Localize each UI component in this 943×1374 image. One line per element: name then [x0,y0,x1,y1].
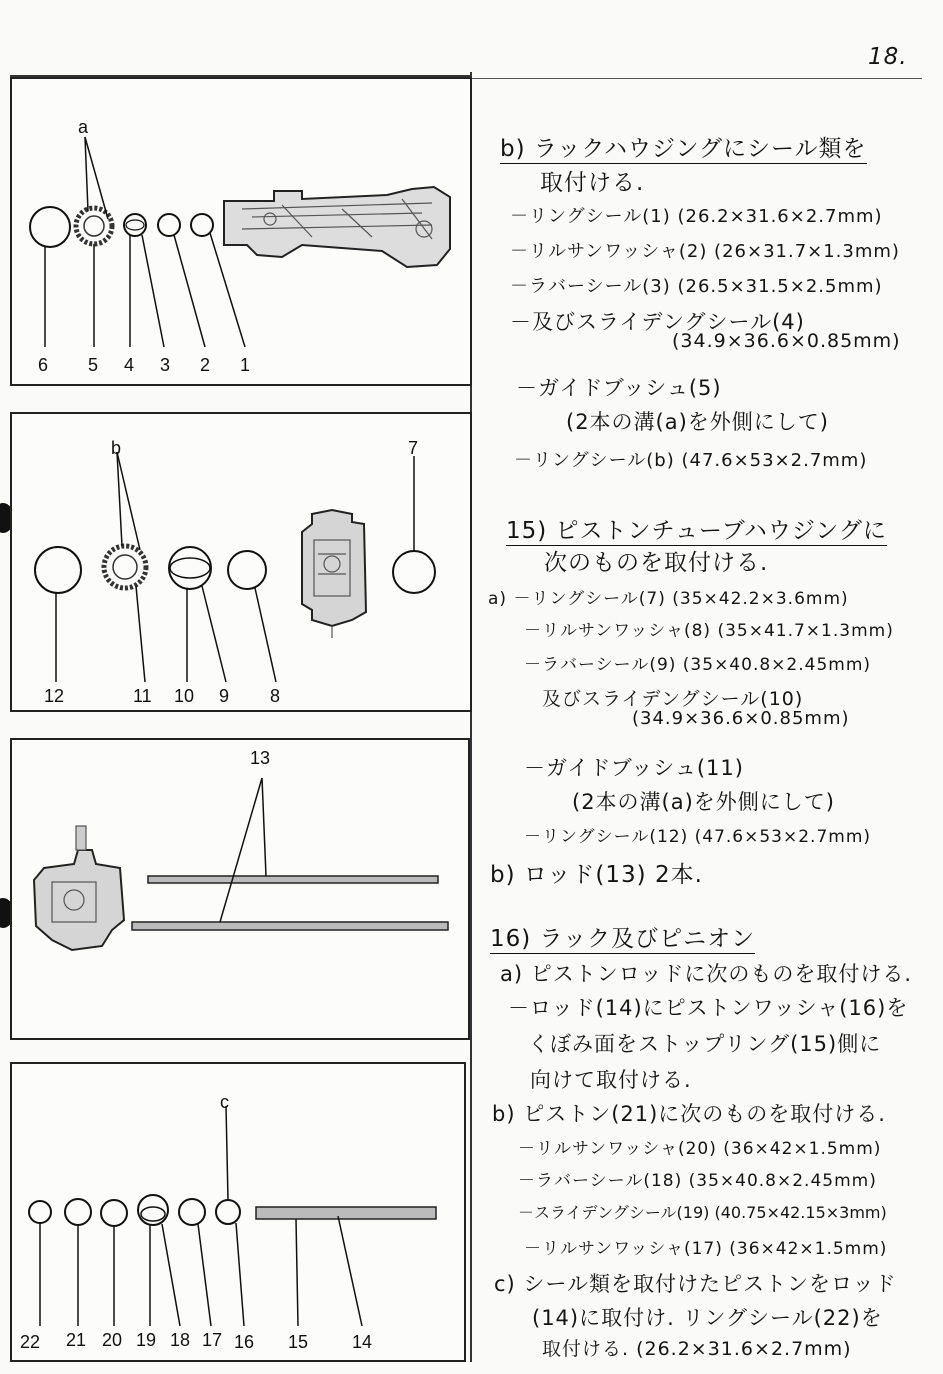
part-label: 4 [124,355,135,375]
callout-c: c [220,1092,229,1112]
step-15-heading: 15) ピストンチューブハウジングに [506,512,887,546]
part-label: 6 [38,355,49,375]
text-line: (2本の溝(a)を外側にして) [566,410,830,434]
text-line: 及びスライデングシール(10) [542,688,804,710]
text-line: 取付ける. [540,170,645,196]
text-line: －及びスライデングシール(4) [510,310,805,334]
text-line: b) ロッド(13) 2本. [490,862,703,888]
step-16-heading: 16) ラック及びピニオン [490,920,755,954]
text-line: (2本の溝(a)を外側にして) [572,790,836,814]
text-line: －リングシール(1) (26.2×31.6×2.7mm) [510,206,883,227]
figure-1-panel [10,77,472,386]
text-line: －リルサンワッシャ(2) (26×31.7×1.3mm) [510,241,900,262]
text-line: －ロッド(14)にピストンワッシャ(16)を [508,996,909,1020]
text-line: －リルサンワッシャ(17) (36×42×1.5mm) [524,1239,888,1259]
part-label: 12 [44,686,65,706]
part-label: 3 [160,355,171,375]
callout-7: 7 [408,438,419,458]
figure-3-drawing [12,740,468,1038]
part-label: 16 [234,1332,255,1352]
text-line: －ガイドブッシュ(5) [516,376,722,400]
text-line: －リングシール(12) (47.6×53×2.7mm) [524,827,872,847]
part-label: 18 [170,1330,191,1350]
part-label: 17 [202,1330,223,1350]
figure-2-panel [10,412,472,712]
text-line: －リルサンワッシャ(20) (36×42×1.5mm) [518,1139,882,1159]
text-line: －リングシール(b) (47.6×53×2.7mm) [514,450,868,471]
part-label: 22 [20,1332,41,1352]
figure-4-panel [10,1062,466,1362]
step-b-heading: b) ラックハウジングにシール類を [500,130,867,164]
text-line: (14)に取付け. リングシール(22)を [532,1306,883,1330]
text-line: b) ピストン(21)に次のものを取付ける. [492,1102,886,1126]
callout-a: a [78,117,89,137]
part-label: 5 [88,355,99,375]
part-label: 20 [102,1330,123,1350]
text-line: (34.9×36.6×0.85mm) [632,708,850,729]
part-label: 8 [270,686,281,706]
figure-2-drawing [12,414,470,710]
part-label: 14 [352,1332,373,1352]
text-line: 向けて取付ける. [530,1068,692,1092]
figure-4-drawing [12,1064,464,1360]
text-line: 取付ける. (26.2×31.6×2.7mm) [542,1338,852,1360]
figure-3-panel [10,738,470,1040]
callout-13: 13 [250,748,271,768]
text-line: c) シール類を取付けたピストンをロッド [494,1272,897,1296]
part-label: 21 [66,1330,87,1350]
text-line: －リルサンワッシャ(8) (35×41.7×1.3mm) [524,621,894,641]
part-label: 2 [200,355,211,375]
text-line: －ラバーシール(18) (35×40.8×2.45mm) [518,1171,877,1191]
page-number: 18. [868,44,908,70]
text-line: －スライデングシール(19) (40.75×42.15×3mm) [518,1203,887,1222]
text-line: a) ピストンロッドに次のものを取付ける. [500,962,912,986]
text-line: －ラバーシール(3) (26.5×31.5×2.5mm) [510,276,883,297]
text-line: (34.9×36.6×0.85mm) [672,330,901,352]
callout-b: b [111,438,122,458]
part-label: 15 [288,1332,309,1352]
text-line: －ラバーシール(9) (35×40.8×2.45mm) [524,655,872,675]
text-line: a) －リングシール(7) (35×42.2×3.6mm) [488,589,849,609]
text-line: 次のものを取付ける. [544,550,769,576]
part-label: 19 [136,1330,157,1350]
part-label: 10 [174,686,195,706]
top-rule-right [472,78,922,79]
part-label: 9 [219,686,230,706]
part-label: 1 [240,355,251,375]
text-line: －ガイドブッシュ(11) [524,756,744,780]
part-label: 11 [133,686,152,706]
text-line: くぼみ面をストップリング(15)側に [528,1032,882,1056]
